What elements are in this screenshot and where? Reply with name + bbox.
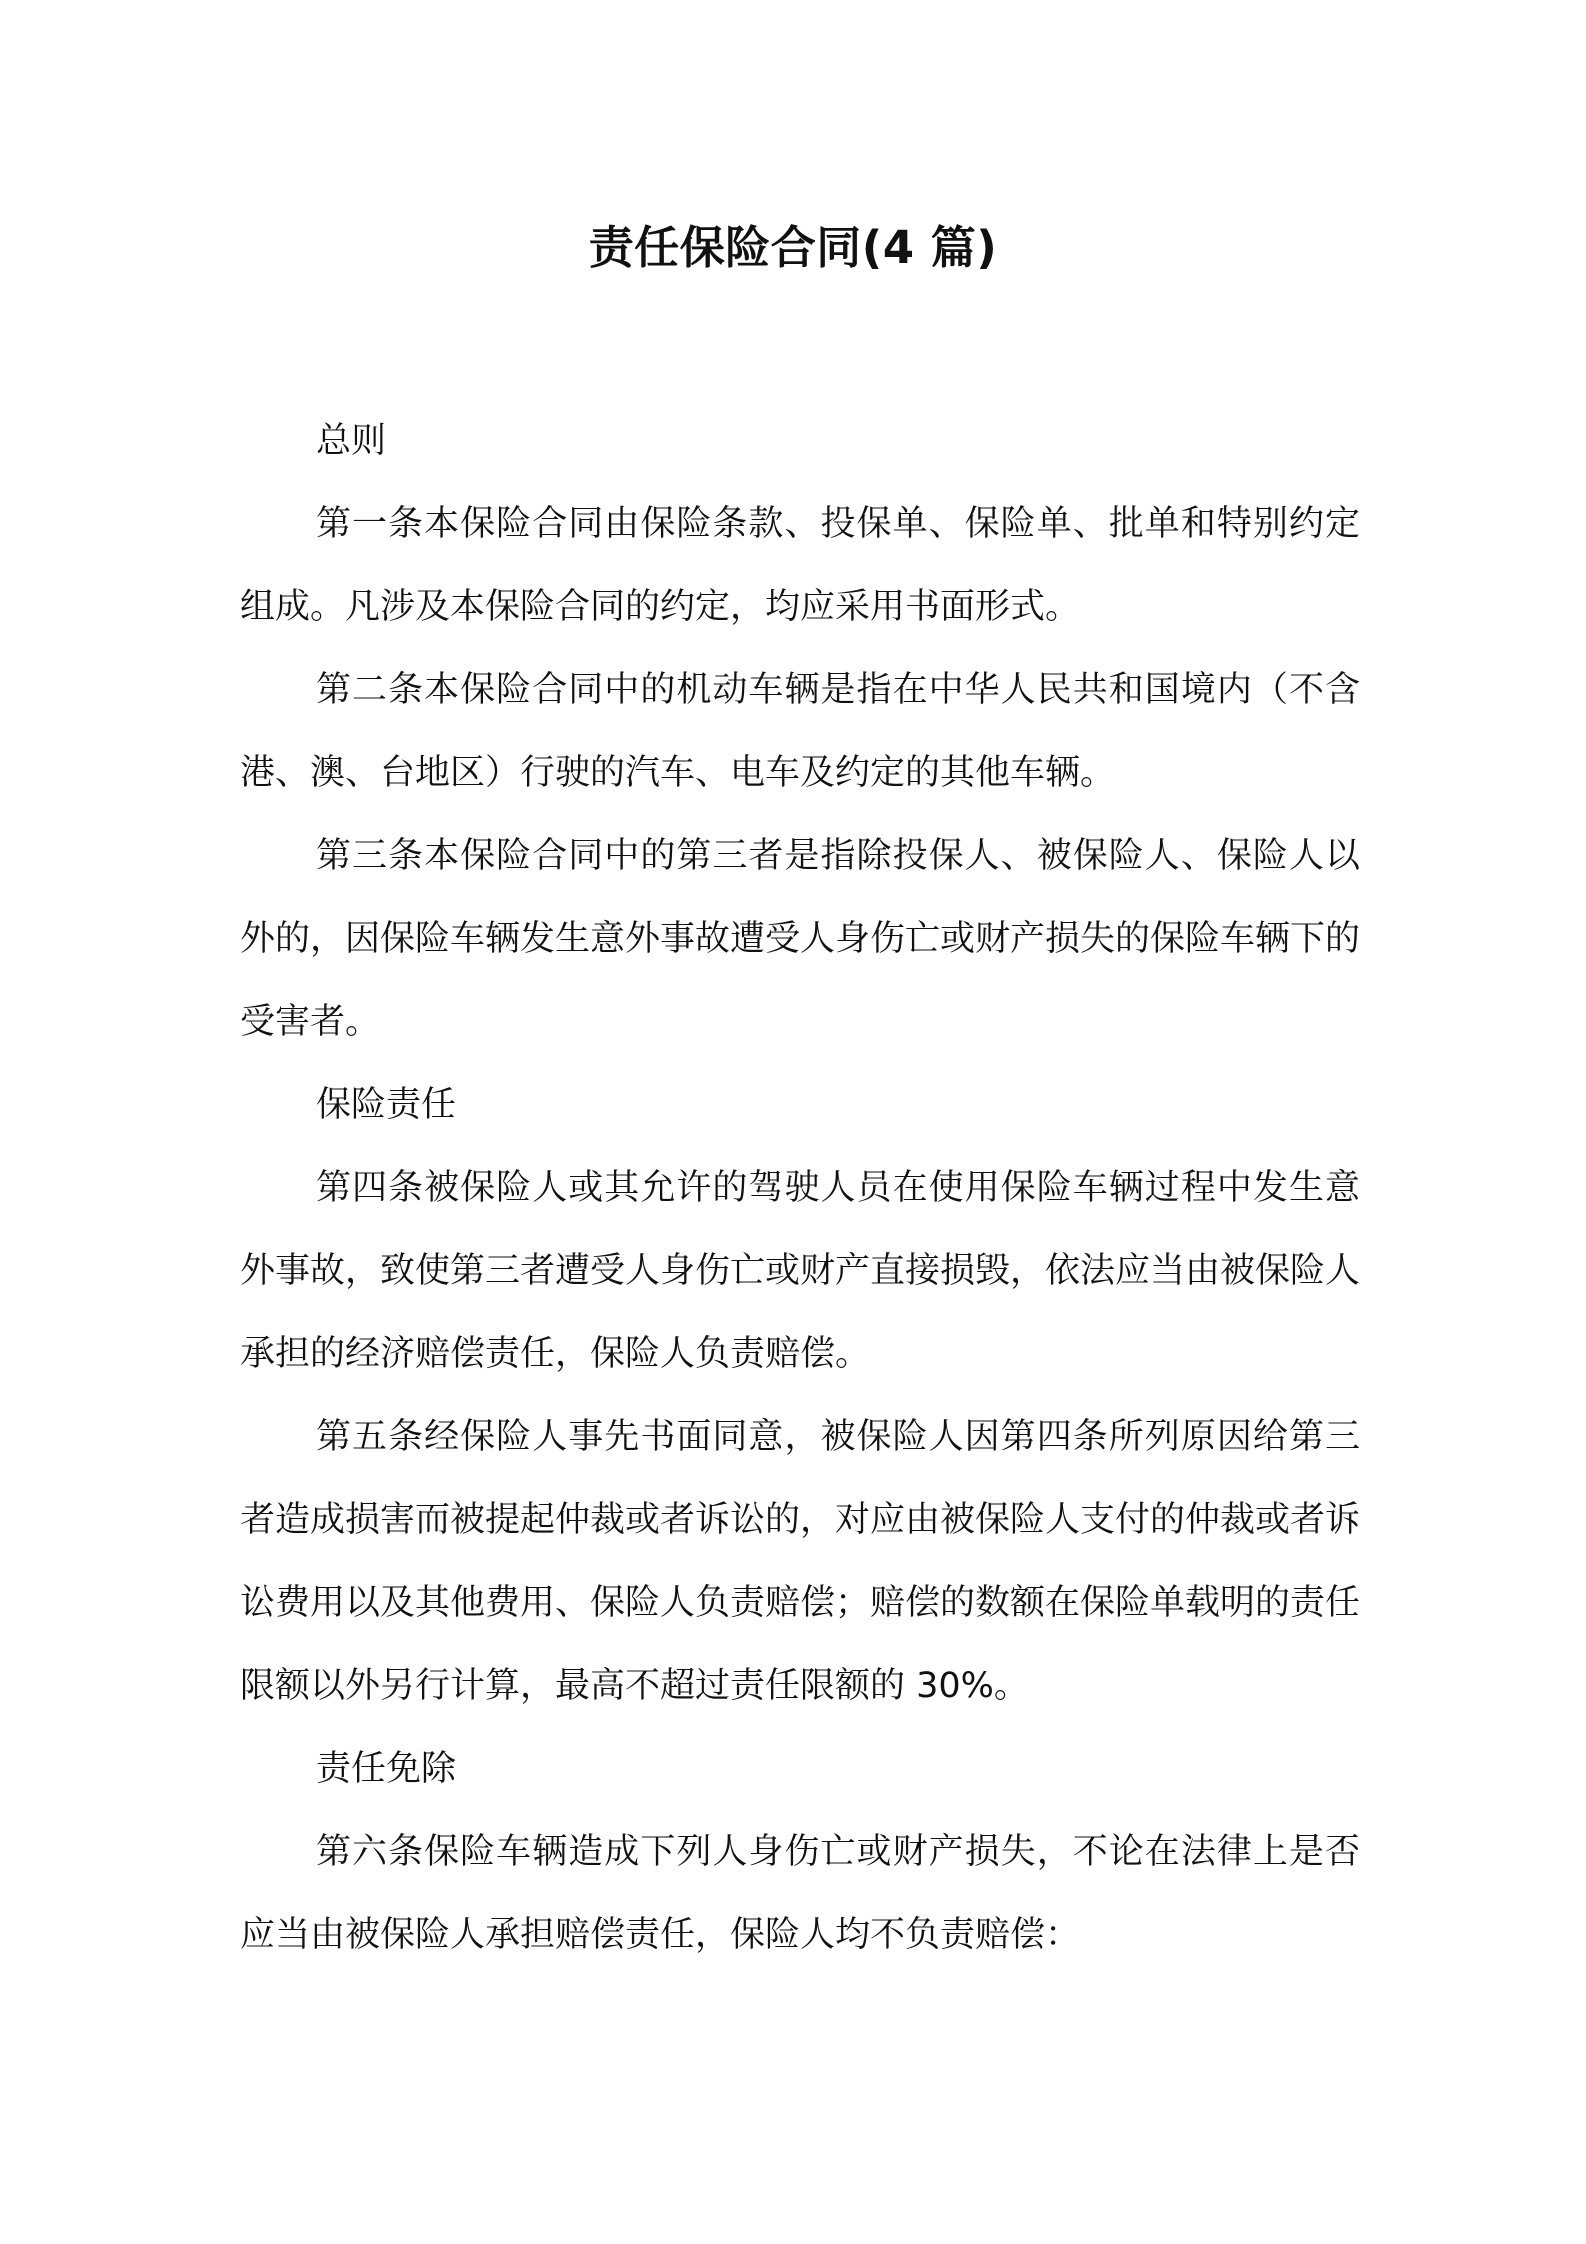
article-4: 第四条被保险人或其允许的驾驶人员在使用保险车辆过程中发生意外事故，致使第三者遭受人身伤亡或财产直接损毁，依法应当由被保险人承担的经济赔偿责任，保险人负责赔偿。: [240, 1168, 1361, 1374]
document-body: [240, 400, 1360, 1977]
document-title: 责任保险合同(4 篇): [588, 221, 998, 274]
article-2: 第二条本保险合同中的机动车辆是指在中华人民共和国境内（不含港、澳、台地区）行驶的汽车、电车及约定的其他车辆。: [240, 670, 1360, 793]
article-5: 第五条经保险人事先书面同意，被保险人因第四条所列原因给第三者造成损害而被提起仲裁或者诉讼的，对应由被保险人支付的仲裁或者诉讼费用以及其他费用、保险人负责赔偿；赔偿的数额在保险单载明的责任限额以外另行计算，最高不超过责任限额的 30%。: [240, 1417, 1361, 1706]
article-3: 第三条本保险合同中的第三者是指除投保人、被保险人、保险人以外的，因保险车辆发生意外事故遭受人身伤亡或财产损失的保险车辆下的受害者。: [240, 836, 1361, 1042]
section-heading-exclusions: 责任免除: [316, 1749, 457, 1789]
section-heading-general: 总则: [316, 421, 387, 461]
article-1: 第一条本保险合同由保险条款、投保单、保险单、批单和特别约定组成。凡涉及本保险合同的约定，均应采用书面形式。: [240, 504, 1360, 627]
article-6: 第六条保险车辆造成下列人身伤亡或财产损失，不论在法律上是否应当由被保险人承担赔偿责任，保险人均不负责赔偿：: [240, 1832, 1360, 1955]
section-heading-liability: 保险责任: [316, 1085, 457, 1125]
